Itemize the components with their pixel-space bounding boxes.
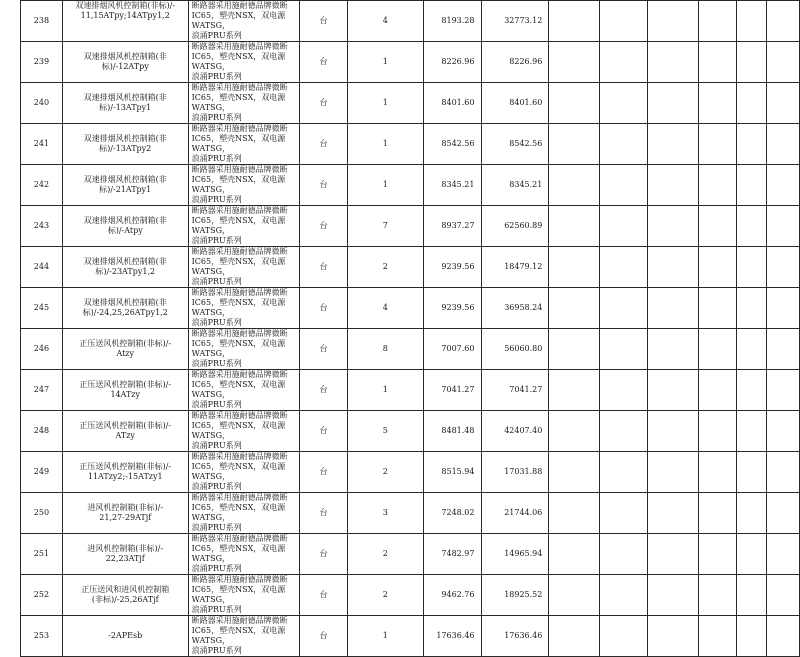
empty-cell xyxy=(549,411,600,452)
item-unit: 台 xyxy=(300,288,348,329)
item-name: 双速排烟风机控制箱(非 标)/-13ATpy2 xyxy=(62,124,188,165)
empty-cell xyxy=(767,493,800,534)
unit-price: 8345.21 xyxy=(423,165,481,206)
total-price: 8542.56 xyxy=(481,124,549,165)
table-row xyxy=(21,616,800,657)
empty-cell xyxy=(737,575,767,616)
item-name: 双速排烟风机控制箱(非 标)/-13ATpy1 xyxy=(62,83,188,124)
row-number: 241 xyxy=(21,124,63,165)
table-row xyxy=(21,329,800,370)
empty-cell xyxy=(600,534,648,575)
total-price: 36958.24 xyxy=(481,288,549,329)
unit-price: 8226.96 xyxy=(423,42,481,83)
unit-price: 9239.56 xyxy=(423,247,481,288)
table-row xyxy=(21,42,800,83)
empty-cell xyxy=(699,616,737,657)
empty-cell xyxy=(600,83,648,124)
item-spec: 断路器采用施耐德品牌微断 IC65，塑壳NSX，双电源WATSG， 浪涌PRU系列 xyxy=(188,247,300,288)
empty-cell xyxy=(647,42,699,83)
empty-cell xyxy=(767,370,800,411)
item-spec: 断路器采用施耐德品牌微断 IC65，塑壳NSX，双电源WATSG， 浪涌PRU系列 xyxy=(188,288,300,329)
item-spec: 断路器采用施耐德品牌微断 IC65，塑壳NSX，双电源WATSG， 浪涌PRU系列 xyxy=(188,206,300,247)
empty-cell xyxy=(600,329,648,370)
row-number: 238 xyxy=(21,1,63,42)
empty-cell xyxy=(737,370,767,411)
unit-price: 7482.97 xyxy=(423,534,481,575)
total-price: 18479.12 xyxy=(481,247,549,288)
unit-price: 8481.48 xyxy=(423,411,481,452)
unit-price: 9462.76 xyxy=(423,575,481,616)
empty-cell xyxy=(647,83,699,124)
empty-cell xyxy=(767,411,800,452)
total-price: 14965.94 xyxy=(481,534,549,575)
total-price: 18925.52 xyxy=(481,575,549,616)
empty-cell xyxy=(699,329,737,370)
empty-cell xyxy=(699,1,737,42)
item-unit: 台 xyxy=(300,452,348,493)
empty-cell xyxy=(600,616,648,657)
item-name: 双速排烟风机控制箱(非 标)/-23ATpy1,2 xyxy=(62,247,188,288)
empty-cell xyxy=(600,370,648,411)
row-number: 252 xyxy=(21,575,63,616)
empty-cell xyxy=(767,165,800,206)
item-spec: 断路器采用施耐德品牌微断 IC65，塑壳NSX，双电源WATSG， 浪涌PRU系列 xyxy=(188,411,300,452)
empty-cell xyxy=(600,288,648,329)
item-unit: 台 xyxy=(300,42,348,83)
item-name: 进风机控制箱(非标)/- 21,27-29ATjf xyxy=(62,493,188,534)
table-row xyxy=(21,370,800,411)
empty-cell xyxy=(699,42,737,83)
item-spec: 断路器采用施耐德品牌微断 IC65，塑壳NSX，双电源WATSG， 浪涌PRU系列 xyxy=(188,575,300,616)
empty-cell xyxy=(647,575,699,616)
unit-price: 7248.02 xyxy=(423,493,481,534)
total-price: 42407.40 xyxy=(481,411,549,452)
table-row xyxy=(21,493,800,534)
empty-cell xyxy=(600,247,648,288)
empty-cell xyxy=(699,452,737,493)
empty-cell xyxy=(549,575,600,616)
item-spec: 断路器采用施耐德品牌微断 IC65，塑壳NSX，双电源WATSG， 浪涌PRU系列 xyxy=(188,165,300,206)
item-name: 正压送风机控制箱(非标)/- 14ATzy xyxy=(62,370,188,411)
row-number: 243 xyxy=(21,206,63,247)
empty-cell xyxy=(549,616,600,657)
table-row xyxy=(21,288,800,329)
empty-cell xyxy=(737,534,767,575)
item-unit: 台 xyxy=(300,165,348,206)
item-spec: 断路器采用施耐德品牌微断 IC65，塑壳NSX，双电源WATSG， 浪涌PRU系列 xyxy=(188,42,300,83)
empty-cell xyxy=(549,370,600,411)
item-quantity: 7 xyxy=(347,206,423,247)
empty-cell xyxy=(699,370,737,411)
empty-cell xyxy=(699,288,737,329)
empty-cell xyxy=(699,124,737,165)
empty-cell xyxy=(647,493,699,534)
item-name: -2APEsb xyxy=(62,616,188,657)
empty-cell xyxy=(767,575,800,616)
unit-price: 9239.56 xyxy=(423,288,481,329)
empty-cell xyxy=(767,124,800,165)
total-price: 8345.21 xyxy=(481,165,549,206)
item-quantity: 2 xyxy=(347,575,423,616)
item-quantity: 1 xyxy=(347,370,423,411)
empty-cell xyxy=(549,206,600,247)
item-name: 双速排烟风机控制箱(非 标)/-12ATpy xyxy=(62,42,188,83)
empty-cell xyxy=(647,165,699,206)
row-number: 242 xyxy=(21,165,63,206)
total-price: 21744.06 xyxy=(481,493,549,534)
empty-cell xyxy=(767,1,800,42)
item-quantity: 1 xyxy=(347,124,423,165)
empty-cell xyxy=(549,534,600,575)
table-row xyxy=(21,1,800,42)
unit-price: 8515.94 xyxy=(423,452,481,493)
empty-cell xyxy=(647,1,699,42)
table-row xyxy=(21,575,800,616)
item-name: 双速排烟风机控制箱(非 标)/-Atpy xyxy=(62,206,188,247)
row-number: 249 xyxy=(21,452,63,493)
item-spec: 断路器采用施耐德品牌微断 IC65，塑壳NSX，双电源WATSG， 浪涌PRU系列 xyxy=(188,534,300,575)
item-spec: 断路器采用施耐德品牌微断 IC65，塑壳NSX，双电源WATSG， 浪涌PRU系列 xyxy=(188,329,300,370)
row-number: 248 xyxy=(21,411,63,452)
row-number: 253 xyxy=(21,616,63,657)
item-unit: 台 xyxy=(300,493,348,534)
empty-cell xyxy=(647,329,699,370)
item-spec: 断路器采用施耐德品牌微断 IC65，塑壳NSX，双电源WATSG， 浪涌PRU系列 xyxy=(188,83,300,124)
empty-cell xyxy=(600,124,648,165)
empty-cell xyxy=(737,83,767,124)
unit-price: 17636.46 xyxy=(423,616,481,657)
item-spec: 断路器采用施耐德品牌微断 IC65，塑壳NSX，双电源WATSG， 浪涌PRU系列 xyxy=(188,452,300,493)
empty-cell xyxy=(767,288,800,329)
empty-cell xyxy=(600,165,648,206)
empty-cell xyxy=(549,124,600,165)
item-unit: 台 xyxy=(300,534,348,575)
item-quantity: 1 xyxy=(347,83,423,124)
empty-cell xyxy=(767,83,800,124)
table-row xyxy=(21,247,800,288)
empty-cell xyxy=(737,247,767,288)
empty-cell xyxy=(600,42,648,83)
item-name: 双速排烟风机控制箱(非标)/- 11,15ATpy;14ATpy1,2 xyxy=(62,1,188,42)
total-price: 7041.27 xyxy=(481,370,549,411)
empty-cell xyxy=(600,493,648,534)
empty-cell xyxy=(699,493,737,534)
empty-cell xyxy=(767,534,800,575)
item-quantity: 1 xyxy=(347,616,423,657)
empty-cell xyxy=(549,165,600,206)
empty-cell xyxy=(600,411,648,452)
unit-price: 8937.27 xyxy=(423,206,481,247)
item-quantity: 8 xyxy=(347,329,423,370)
total-price: 8226.96 xyxy=(481,42,549,83)
empty-cell xyxy=(767,616,800,657)
item-spec: 断路器采用施耐德品牌微断 IC65，塑壳NSX，双电源WATSG， 浪涌PRU系列 xyxy=(188,370,300,411)
empty-cell xyxy=(737,288,767,329)
empty-cell xyxy=(767,329,800,370)
row-number: 239 xyxy=(21,42,63,83)
table-row xyxy=(21,165,800,206)
unit-price: 8542.56 xyxy=(423,124,481,165)
item-spec: 断路器采用施耐德品牌微断 IC65，塑壳NSX，双电源WATSG， 浪涌PRU系列 xyxy=(188,493,300,534)
item-quantity: 2 xyxy=(347,247,423,288)
item-quantity: 2 xyxy=(347,534,423,575)
empty-cell xyxy=(737,42,767,83)
row-number: 251 xyxy=(21,534,63,575)
unit-price: 7007.60 xyxy=(423,329,481,370)
table-row xyxy=(21,124,800,165)
item-quantity: 3 xyxy=(347,493,423,534)
total-price: 8401.60 xyxy=(481,83,549,124)
empty-cell xyxy=(549,42,600,83)
empty-cell xyxy=(699,165,737,206)
table-row xyxy=(21,83,800,124)
empty-cell xyxy=(600,206,648,247)
total-price: 17636.46 xyxy=(481,616,549,657)
unit-price: 8401.60 xyxy=(423,83,481,124)
empty-cell xyxy=(699,83,737,124)
item-unit: 台 xyxy=(300,575,348,616)
empty-cell xyxy=(647,452,699,493)
item-quantity: 4 xyxy=(347,1,423,42)
item-unit: 台 xyxy=(300,247,348,288)
empty-cell xyxy=(737,329,767,370)
empty-cell xyxy=(600,575,648,616)
total-price: 62560.89 xyxy=(481,206,549,247)
empty-cell xyxy=(737,493,767,534)
empty-cell xyxy=(549,1,600,42)
total-price: 17031.88 xyxy=(481,452,549,493)
empty-cell xyxy=(647,411,699,452)
total-price: 56060.80 xyxy=(481,329,549,370)
empty-cell xyxy=(737,165,767,206)
empty-cell xyxy=(767,452,800,493)
item-unit: 台 xyxy=(300,370,348,411)
empty-cell xyxy=(549,329,600,370)
item-unit: 台 xyxy=(300,329,348,370)
item-spec: 断路器采用施耐德品牌微断 IC65，塑壳NSX，双电源WATSG， 浪涌PRU系列 xyxy=(188,124,300,165)
item-quantity: 1 xyxy=(347,42,423,83)
item-name: 双速排烟风机控制箱(非 标)/-21ATpy1 xyxy=(62,165,188,206)
item-unit: 台 xyxy=(300,124,348,165)
empty-cell xyxy=(549,247,600,288)
empty-cell xyxy=(699,247,737,288)
empty-cell xyxy=(647,206,699,247)
table-row xyxy=(21,411,800,452)
item-unit: 台 xyxy=(300,1,348,42)
empty-cell xyxy=(737,411,767,452)
item-unit: 台 xyxy=(300,83,348,124)
row-number: 240 xyxy=(21,83,63,124)
empty-cell xyxy=(737,616,767,657)
item-quantity: 4 xyxy=(347,288,423,329)
row-number: 246 xyxy=(21,329,63,370)
item-quantity: 1 xyxy=(347,165,423,206)
empty-cell xyxy=(767,206,800,247)
empty-cell xyxy=(699,534,737,575)
item-quantity: 2 xyxy=(347,452,423,493)
row-number: 247 xyxy=(21,370,63,411)
item-name: 进风机控制箱(非标)/- 22,23ATjf xyxy=(62,534,188,575)
item-name: 正压送风机控制箱(非标)/- 11ATzy2;-15ATzy1 xyxy=(62,452,188,493)
empty-cell xyxy=(600,1,648,42)
table-row xyxy=(21,534,800,575)
empty-cell xyxy=(647,247,699,288)
item-name: 正压送风和进风机控制箱 (非标)/-25,26ATjf xyxy=(62,575,188,616)
empty-cell xyxy=(767,42,800,83)
item-quantity: 5 xyxy=(347,411,423,452)
empty-cell xyxy=(737,206,767,247)
empty-cell xyxy=(767,247,800,288)
item-name: 正压送风机控制箱(非标)/- Atzy xyxy=(62,329,188,370)
item-unit: 台 xyxy=(300,206,348,247)
empty-cell xyxy=(699,206,737,247)
empty-cell xyxy=(647,616,699,657)
row-number: 244 xyxy=(21,247,63,288)
item-unit: 台 xyxy=(300,616,348,657)
table-row xyxy=(21,452,800,493)
empty-cell xyxy=(737,452,767,493)
item-name: 正压送风机控制箱(非标)/- ATzy xyxy=(62,411,188,452)
unit-price: 8193.28 xyxy=(423,1,481,42)
table-row xyxy=(21,206,800,247)
empty-cell xyxy=(549,83,600,124)
empty-cell xyxy=(647,370,699,411)
quote-table xyxy=(20,0,800,657)
empty-cell xyxy=(549,493,600,534)
empty-cell xyxy=(737,1,767,42)
item-spec: 断路器采用施耐德品牌微断 IC65，塑壳NSX，双电源WATSG， 浪涌PRU系列 xyxy=(188,1,300,42)
item-unit: 台 xyxy=(300,411,348,452)
total-price: 32773.12 xyxy=(481,1,549,42)
empty-cell xyxy=(647,124,699,165)
empty-cell xyxy=(549,288,600,329)
empty-cell xyxy=(549,452,600,493)
row-number: 250 xyxy=(21,493,63,534)
empty-cell xyxy=(699,411,737,452)
unit-price: 7041.27 xyxy=(423,370,481,411)
empty-cell xyxy=(699,575,737,616)
empty-cell xyxy=(600,452,648,493)
row-number: 245 xyxy=(21,288,63,329)
empty-cell xyxy=(647,288,699,329)
item-spec: 断路器采用施耐德品牌微断 IC65，塑壳NSX，双电源WATSG， 浪涌PRU系列 xyxy=(188,616,300,657)
empty-cell xyxy=(647,534,699,575)
item-name: 双速排烟风机控制箱(非 标)/-24,25,26ATpy1,2 xyxy=(62,288,188,329)
empty-cell xyxy=(737,124,767,165)
